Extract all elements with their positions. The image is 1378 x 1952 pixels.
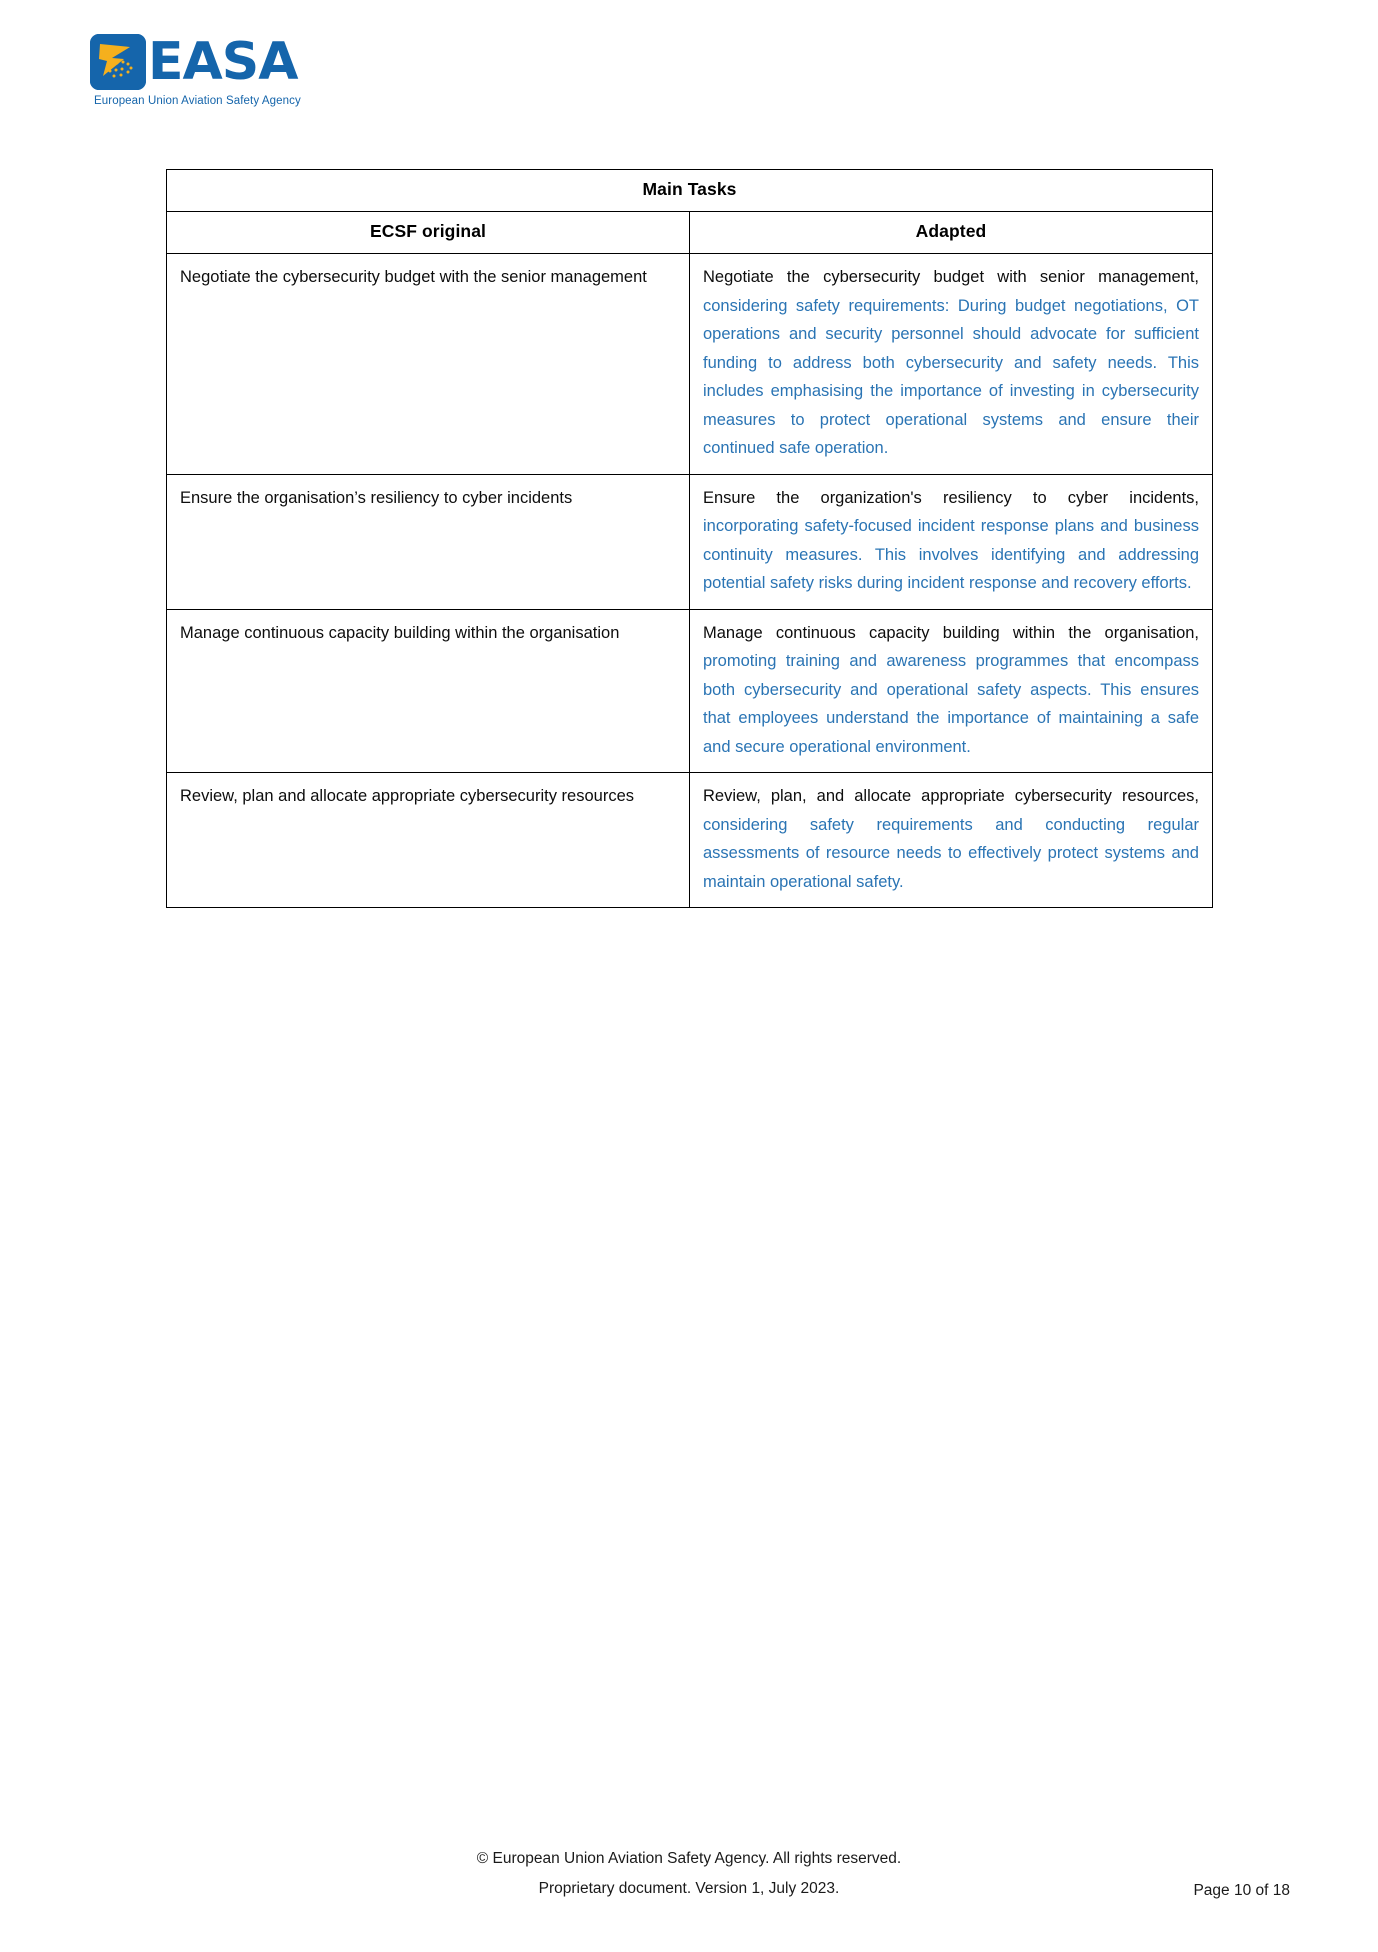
adapted-added-text: considering safety requirements and conducting regular assessments of resource needs to effectively protect systems and maintain operational safety. — [703, 815, 1199, 891]
adapted-added-text: promoting training and awareness programmes that encompass both cybersecurity and operational safety aspects. This ensures that employees understand the importance of maintaining a safe and secure operational environment. — [703, 652, 1199, 756]
adapted-base-text: Manage continuous capacity building within the organisation, — [703, 623, 1199, 642]
footer-copyright: © European Union Aviation Safety Agency. All rights reserved. — [476, 1850, 902, 1867]
easa-logo — [90, 34, 297, 90]
ecsf-original-text: Ensure the organisation’s resiliency to cyber incidents — [180, 488, 573, 507]
adapted-added-text: considering safety requirements: During budget negotiations, OT operations and security personnel should advocate for sufficient funding to address both cybersecurity and safety needs. This includes emphasising the importance of investing in cybersecurity measures to protect operational systems and ensure their continued safe operation. — [703, 296, 1199, 457]
footer-proprietary: Proprietary document. Version 1, July 2023. — [538, 1880, 840, 1897]
easa-logo-subtitle: European Union Aviation Safety Agency — [94, 95, 301, 107]
table-row — [167, 254, 1213, 475]
main-tasks-table-wrapper — [166, 169, 1213, 908]
document-header — [90, 34, 301, 107]
cell-adapted — [690, 254, 1213, 475]
column-header-ecsf-original: ECSF original — [167, 212, 690, 254]
ecsf-original-text: Manage continuous capacity building within the organisation — [180, 623, 620, 642]
table-body — [167, 254, 1213, 908]
table-header-row — [167, 212, 1213, 254]
column-header-adapted: Adapted — [690, 212, 1213, 254]
ecsf-original-text: Negotiate the cybersecurity budget with the senior management — [180, 268, 647, 286]
ecsf-original-text: Review, plan and allocate appropriate cybersecurity resources — [180, 787, 634, 805]
main-tasks-table — [166, 169, 1213, 908]
cell-ecsf-original — [167, 773, 690, 908]
table-row — [167, 773, 1213, 908]
adapted-base-text: Ensure the organization's resiliency to cyber incidents, — [703, 488, 1199, 507]
adapted-base-text: Review, plan, and allocate appropriate cybersecurity resources, — [703, 787, 1199, 805]
document-footer — [0, 1844, 1378, 1904]
cell-ecsf-original — [167, 254, 690, 475]
cell-adapted — [690, 773, 1213, 908]
easa-bird-stars-icon — [90, 34, 146, 90]
easa-wordmark: EASA — [148, 32, 298, 92]
page-number: Page 10 of 18 — [1193, 1882, 1290, 1899]
table-row — [167, 474, 1213, 609]
cell-adapted — [690, 474, 1213, 609]
cell-ecsf-original — [167, 609, 690, 773]
cell-ecsf-original — [167, 474, 690, 609]
table-row — [167, 609, 1213, 773]
cell-adapted — [690, 609, 1213, 773]
table-title-row — [167, 170, 1213, 212]
table-title: Main Tasks — [167, 170, 1213, 212]
adapted-added-text: incorporating safety-focused incident response plans and business continuity measures. This involves identifying and addressing potential safety risks during incident response and recovery efforts. — [703, 517, 1199, 592]
adapted-base-text: Negotiate the cybersecurity budget with senior management, — [703, 268, 1199, 286]
